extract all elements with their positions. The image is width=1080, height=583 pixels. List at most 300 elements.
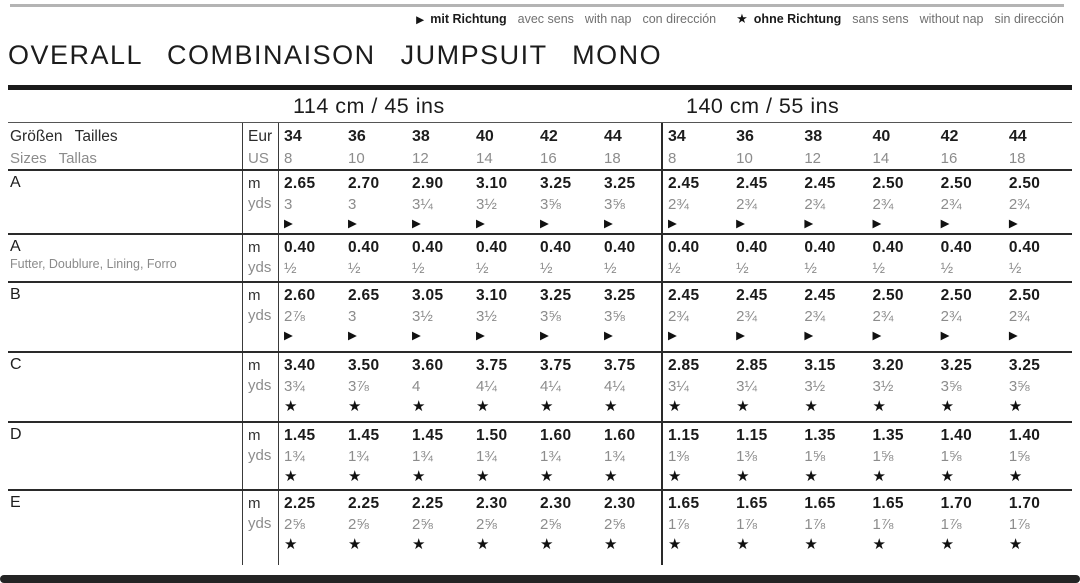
meters-value: 3.75 (540, 357, 572, 374)
with-nap-triangle-icon: ▶ (940, 330, 950, 342)
yards-value: 1⅞ (1008, 516, 1030, 533)
yardage-cell (731, 353, 799, 421)
yards-value: 3 (348, 308, 357, 325)
yardage-cell (731, 283, 799, 351)
meters-value: 2.45 (804, 287, 836, 304)
view-label-cell (8, 491, 243, 565)
yardage-cell (407, 491, 471, 565)
yards-value: 2⅝ (540, 516, 561, 533)
size-us-value: 12 (804, 150, 822, 167)
size-us-value: 8 (284, 150, 293, 167)
yards-value: 1¾ (476, 448, 497, 465)
yardage-cell (663, 423, 731, 489)
view-letter: B (10, 286, 21, 303)
yardage-cell (279, 423, 343, 489)
yards-value: ½ (284, 260, 297, 277)
without-nap-star-icon: ★ (476, 536, 490, 553)
yards-value: ½ (940, 260, 954, 277)
nonap-term-de: ohne Richtung (753, 12, 842, 26)
yards-value: 1⅝ (804, 448, 826, 465)
without-nap-star-icon: ★ (872, 468, 886, 485)
yardage-cell (867, 235, 935, 281)
meters-value: 1.65 (872, 495, 904, 512)
yards-value: 3⅞ (348, 378, 369, 395)
yards-value: ½ (476, 260, 489, 277)
size-column-header (1004, 123, 1072, 169)
without-nap-star-icon: ★ (1008, 398, 1023, 415)
yardage-cell (731, 423, 799, 489)
page-top-edge (10, 4, 1064, 7)
unit-cell (243, 171, 279, 233)
view-letter: E (10, 494, 21, 511)
with-nap-triangle-icon: ▶ (540, 330, 549, 342)
yards-value: 3½ (412, 308, 433, 325)
yards-value: 3¼ (736, 378, 758, 395)
without-nap-star-icon: ★ (872, 536, 886, 553)
meters-value: 1.45 (284, 427, 316, 444)
meters-value: 0.40 (804, 239, 836, 256)
meters-value: 1.40 (1008, 427, 1041, 444)
yards-value: 2⅝ (412, 516, 433, 533)
yards-value: 3½ (804, 378, 826, 395)
view-letter: A (10, 238, 21, 255)
meters-value: 3.10 (476, 287, 508, 304)
yards-value: 3½ (872, 378, 894, 395)
meters-value: 3.25 (540, 287, 572, 304)
yardage-cell (799, 283, 867, 351)
meters-value: 0.40 (1008, 239, 1041, 256)
yardage-cell (867, 423, 935, 489)
size-column-header (799, 123, 867, 169)
size-column-header (663, 123, 731, 169)
size-system-eur: Eur (248, 128, 273, 145)
meters-value: 0.40 (736, 239, 768, 256)
yards-value: 4¼ (604, 378, 625, 395)
without-nap-star-icon: ★ (284, 398, 298, 415)
size-column-header (407, 123, 471, 169)
yards-value: ½ (540, 260, 553, 277)
yardage-cell (471, 491, 535, 565)
fabric-width-header-114: 114 cm / 45 ins (293, 94, 445, 118)
view-letter: C (10, 356, 22, 373)
table-row-d (8, 423, 1072, 491)
yardage-cell (1004, 491, 1072, 565)
yardage-cell (663, 353, 731, 421)
without-nap-star-icon: ★ (940, 468, 955, 485)
with-nap-triangle-icon: ▶ (476, 218, 485, 230)
size-eur-value: 44 (604, 128, 622, 145)
size-us-value: 16 (540, 150, 557, 167)
yardage-cell (867, 353, 935, 421)
yards-value: 3⅝ (540, 196, 561, 213)
nap-term-es: con dirección (642, 12, 717, 26)
table-row-a-lining (8, 235, 1072, 283)
with-nap-triangle-icon: ▶ (412, 218, 421, 230)
without-nap-star-icon: ★ (412, 536, 426, 553)
with-nap-triangle-icon: ▶ (284, 330, 293, 342)
meters-value: 1.45 (348, 427, 380, 444)
yards-value: 3½ (476, 196, 497, 213)
meters-value: 1.35 (804, 427, 836, 444)
meters-value: 2.50 (872, 287, 904, 304)
meters-value: 1.45 (412, 427, 444, 444)
yardage-cell (799, 423, 867, 489)
yardage-cell (535, 353, 599, 421)
unit-cell (243, 283, 279, 351)
size-eur-value: 34 (284, 128, 302, 145)
meters-value: 2.25 (412, 495, 444, 512)
without-nap-star-icon: ★ (348, 536, 362, 553)
meters-value: 3.25 (540, 175, 572, 192)
meters-value: 2.25 (348, 495, 380, 512)
without-nap-star-icon: ★ (476, 398, 490, 415)
yards-value: 3¼ (412, 196, 433, 213)
yardage-cell (799, 491, 867, 565)
yardage-cell (279, 353, 343, 421)
yardage-cell (535, 423, 599, 489)
yards-value: 2¾ (736, 308, 758, 325)
yards-value: ½ (804, 260, 817, 277)
without-nap-star-icon: ★ (540, 398, 554, 415)
yards-value: 3⅝ (540, 308, 561, 325)
yards-value: 3 (348, 196, 357, 213)
size-eur-value: 42 (940, 128, 959, 145)
lining-sublabel: Futter, Doublure, Lining, Forro (10, 257, 177, 271)
meters-value: 3.60 (412, 357, 444, 374)
meters-value: 3.05 (412, 287, 444, 304)
yards-value: 3⅝ (940, 378, 962, 395)
yards-value: 3 (284, 196, 293, 213)
without-nap-star-icon: ★ (604, 398, 618, 415)
size-us-value: 14 (872, 150, 890, 167)
yardage-cell (936, 423, 1004, 489)
yards-value: 1¾ (604, 448, 625, 465)
yardage-table (8, 122, 1072, 565)
page-bottom-edge (0, 575, 1080, 583)
yardage-cell (407, 235, 471, 281)
meters-value: 2.30 (540, 495, 572, 512)
meters-value: 1.50 (476, 427, 508, 444)
meters-value: 2.65 (348, 287, 380, 304)
view-letter: A (10, 174, 21, 191)
yards-value: 3½ (476, 308, 497, 325)
unit-imperial: yds (248, 259, 272, 276)
meters-value: 0.40 (284, 239, 316, 256)
with-nap-triangle-icon: ▶ (736, 218, 746, 230)
without-nap-star-icon: ★ (348, 398, 362, 415)
yardage-cell (599, 171, 663, 233)
unit-metric: m (248, 427, 261, 444)
yards-value: ½ (872, 260, 885, 277)
yards-value: ½ (348, 260, 361, 277)
yards-value: 2¾ (736, 196, 758, 213)
yardage-cell (867, 283, 935, 351)
meters-value: 0.40 (476, 239, 508, 256)
with-nap-triangle-icon: ▶ (872, 330, 882, 342)
meters-value: 2.50 (1008, 175, 1041, 192)
yards-value: 1⅞ (668, 516, 689, 533)
meters-value: 0.40 (412, 239, 444, 256)
meters-value: 2.45 (668, 175, 700, 192)
with-nap-triangle-icon: ▶ (540, 218, 549, 230)
size-column-header (599, 123, 663, 169)
without-nap-star-icon: ★ (1008, 468, 1023, 485)
meters-value: 0.40 (348, 239, 380, 256)
nap-term-fr: avec sens (517, 12, 574, 26)
meters-value: 1.40 (940, 427, 973, 444)
size-eur-value: 44 (1008, 128, 1027, 145)
meters-value: 3.25 (604, 175, 636, 192)
sizes-label-de-fr: Größen Tailles (10, 128, 118, 145)
meters-value: 1.15 (668, 427, 700, 444)
size-us-value: 10 (736, 150, 753, 167)
unit-imperial: yds (248, 515, 272, 532)
yardage-cell (936, 491, 1004, 565)
with-nap-triangle-icon: ▶ (416, 14, 425, 26)
yardage-cell (599, 283, 663, 351)
without-nap-star-icon: ★ (940, 536, 955, 553)
yards-value: 1¾ (284, 448, 305, 465)
yardage-cell (407, 283, 471, 351)
with-nap-triangle-icon: ▶ (348, 330, 357, 342)
yards-value: 1¾ (540, 448, 561, 465)
meters-value: 1.70 (1008, 495, 1041, 512)
yardage-cell (343, 491, 407, 565)
unit-imperial: yds (248, 447, 272, 464)
yards-value: 1⅞ (940, 516, 962, 533)
sizes-label-cell (8, 123, 243, 169)
yards-value: 2⅝ (476, 516, 497, 533)
yardage-cell (936, 235, 1004, 281)
meters-value: 1.35 (872, 427, 904, 444)
yards-value: 1⅝ (1008, 448, 1030, 465)
yards-value: 1¾ (348, 448, 369, 465)
meters-value: 3.75 (476, 357, 508, 374)
meters-value: 2.30 (604, 495, 636, 512)
yardage-cell (279, 171, 343, 233)
meters-value: 3.15 (804, 357, 836, 374)
table-row-a (8, 171, 1072, 235)
meters-value: 2.45 (668, 287, 700, 304)
size-column-header (867, 123, 935, 169)
yardage-cell (535, 283, 599, 351)
size-eur-value: 38 (412, 128, 430, 145)
size-us-value: 18 (1008, 150, 1026, 167)
unit-metric: m (248, 175, 261, 192)
yards-value: 1⅜ (736, 448, 758, 465)
nap-term-de: mit Richtung (430, 12, 507, 26)
meters-value: 1.65 (668, 495, 700, 512)
yardage-cell (1004, 423, 1072, 489)
meters-value: 2.50 (940, 175, 973, 192)
size-us-value: 8 (668, 150, 677, 167)
without-nap-star-icon: ★ (540, 468, 554, 485)
meters-value: 2.50 (940, 287, 973, 304)
with-nap-triangle-icon: ▶ (668, 330, 677, 342)
with-nap-triangle-icon: ▶ (940, 218, 950, 230)
meters-value: 2.70 (348, 175, 380, 192)
without-nap-star-icon: ★ (872, 398, 886, 415)
yards-value: 1⅞ (804, 516, 826, 533)
size-column-header (471, 123, 535, 169)
with-nap-triangle-icon: ▶ (872, 218, 882, 230)
nap-term-en: with nap (584, 12, 632, 26)
yardage-cell (279, 283, 343, 351)
unit-cell (243, 235, 279, 281)
with-nap-triangle-icon: ▶ (804, 330, 814, 342)
with-nap-triangle-icon: ▶ (604, 218, 613, 230)
view-label-cell (8, 283, 243, 351)
size-us-value: 12 (412, 150, 429, 167)
without-nap-star-icon: ★ (348, 468, 362, 485)
size-system-cell (243, 123, 279, 169)
nonap-term-fr: sans sens (852, 12, 909, 26)
meters-value: 2.85 (736, 357, 768, 374)
size-us-value: 10 (348, 150, 365, 167)
unit-imperial: yds (248, 307, 272, 324)
yardage-cell (599, 235, 663, 281)
yards-value: 2⅞ (284, 308, 305, 325)
yards-value: 2¾ (940, 308, 962, 325)
size-eur-value: 36 (348, 128, 366, 145)
without-nap-star-icon: ★ (604, 536, 618, 553)
meters-value: 2.60 (284, 287, 316, 304)
yards-value: 2¾ (668, 308, 689, 325)
without-nap-star-icon: ★ (804, 536, 818, 553)
without-nap-star-icon: ★ (412, 468, 426, 485)
meters-value: 2.45 (804, 175, 836, 192)
yardage-cell (471, 353, 535, 421)
view-label-cell (8, 423, 243, 489)
meters-value: 2.50 (872, 175, 904, 192)
yardage-cell (1004, 353, 1072, 421)
yardage-cell (407, 353, 471, 421)
yardage-cell (535, 235, 599, 281)
yards-value: 3⅝ (604, 196, 625, 213)
yardage-cell (279, 491, 343, 565)
view-label-cell (8, 235, 243, 281)
yardage-cell (731, 171, 799, 233)
yards-value: 3¾ (284, 378, 305, 395)
without-nap-star-icon: ★ (736, 398, 750, 415)
unit-metric: m (248, 495, 261, 512)
yards-value: ½ (604, 260, 617, 277)
yards-value: 2¾ (804, 308, 826, 325)
yardage-cell (936, 353, 1004, 421)
yardage-cell (535, 491, 599, 565)
yardage-cell (1004, 171, 1072, 233)
yardage-cell (799, 235, 867, 281)
table-row-b (8, 283, 1072, 353)
without-nap-star-icon: ★ (668, 468, 682, 485)
meters-value: 3.25 (1008, 357, 1041, 374)
yards-value: ½ (736, 260, 749, 277)
size-column-header (731, 123, 799, 169)
meters-value: 2.25 (284, 495, 316, 512)
with-nap-triangle-icon: ▶ (804, 218, 814, 230)
meters-value: 1.60 (604, 427, 636, 444)
meters-value: 0.40 (940, 239, 973, 256)
yards-value: 2¾ (940, 196, 962, 213)
unit-imperial: yds (248, 377, 272, 394)
size-eur-value: 36 (736, 128, 754, 145)
yards-value: 3⅝ (604, 308, 625, 325)
yards-value: 1⅝ (872, 448, 894, 465)
size-eur-value: 42 (540, 128, 558, 145)
size-eur-value: 40 (872, 128, 891, 145)
meters-value: 1.65 (736, 495, 768, 512)
unit-imperial: yds (248, 195, 272, 212)
with-nap-triangle-icon: ▶ (412, 330, 421, 342)
yardage-cell (343, 423, 407, 489)
size-column-header (343, 123, 407, 169)
yardage-cell (407, 423, 471, 489)
yardage-cell (936, 283, 1004, 351)
yards-value: ½ (412, 260, 425, 277)
size-eur-value: 38 (804, 128, 823, 145)
meters-value: 2.90 (412, 175, 444, 192)
without-nap-star-icon: ★ (736, 536, 750, 553)
size-header-row (8, 123, 1072, 171)
unit-cell (243, 353, 279, 421)
yards-value: 1⅞ (736, 516, 758, 533)
yardage-cell (663, 283, 731, 351)
table-row-e (8, 491, 1072, 565)
yardage-cell (599, 423, 663, 489)
page-title: OVERALL COMBINAISON JUMPSUIT MONO (8, 40, 663, 70)
without-nap-star-icon: ★ (736, 468, 750, 485)
without-nap-star-icon: ★ (284, 536, 298, 553)
yardage-cell (1004, 283, 1072, 351)
with-nap-triangle-icon: ▶ (736, 330, 746, 342)
view-label-cell (8, 353, 243, 421)
yards-value: 2¾ (1008, 308, 1030, 325)
unit-metric: m (248, 287, 261, 304)
yards-value: 1⅝ (940, 448, 962, 465)
meters-value: 3.20 (872, 357, 904, 374)
without-nap-star-icon: ★ (604, 468, 618, 485)
meters-value: 0.40 (604, 239, 636, 256)
size-column-header (279, 123, 343, 169)
yards-value: ½ (1008, 260, 1022, 277)
size-eur-value: 40 (476, 128, 494, 145)
yardage-cell (663, 171, 731, 233)
meters-value: 2.50 (1008, 287, 1041, 304)
meters-value: 3.25 (604, 287, 636, 304)
unit-cell (243, 491, 279, 565)
yardage-cell (663, 491, 731, 565)
yards-value: ½ (668, 260, 681, 277)
yards-value: 2⅝ (604, 516, 625, 533)
meters-value: 0.40 (540, 239, 572, 256)
yards-value: 2¾ (804, 196, 826, 213)
meters-value: 2.45 (736, 287, 768, 304)
size-column-header (535, 123, 599, 169)
yards-value: 2⅝ (284, 516, 305, 533)
size-system-us: US (248, 150, 269, 167)
unit-metric: m (248, 239, 261, 256)
yards-value: 1¾ (412, 448, 433, 465)
meters-value: 1.60 (540, 427, 572, 444)
unit-cell (243, 423, 279, 489)
with-nap-triangle-icon: ▶ (1008, 218, 1018, 230)
without-nap-star-icon: ★ (540, 536, 554, 553)
nonap-term-en: without nap (919, 12, 984, 26)
yardage-cell (535, 171, 599, 233)
size-eur-value: 34 (668, 128, 686, 145)
yardage-cell (867, 491, 935, 565)
yardage-cell (799, 353, 867, 421)
